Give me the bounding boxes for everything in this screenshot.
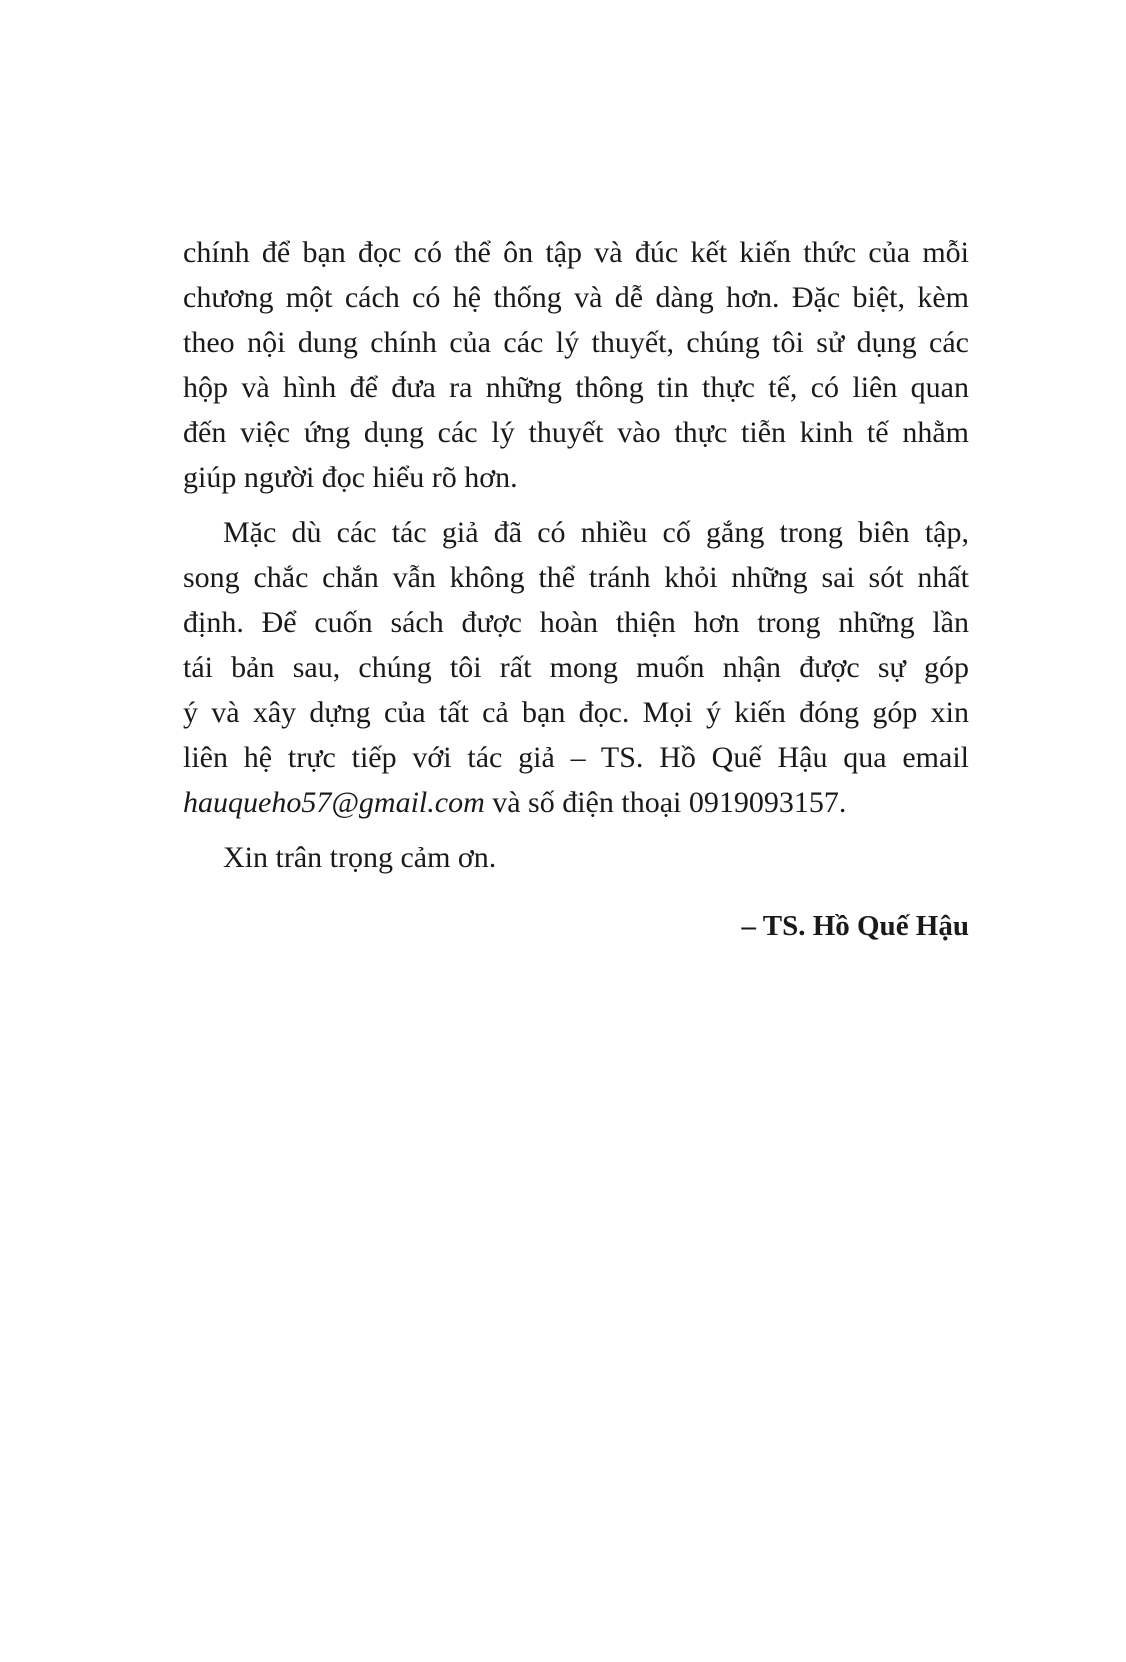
text-line: hộp và hình để đưa ra những thông tin thực tế, có liên quan bbox=[183, 371, 969, 404]
text-line: theo nội dung chính của các lý thuyết, chúng tôi sử dụng các bbox=[183, 326, 969, 359]
phone-text: và số điện thoại 0919093157. bbox=[484, 786, 847, 819]
text-line-contact bbox=[183, 780, 969, 825]
text-line: đến việc ứng dụng các lý thuyết vào thực tiễn kinh tế nhằm bbox=[183, 416, 969, 449]
text-line: liên hệ trực tiếp với tác giả – TS. Hồ Quế Hậu qua email bbox=[183, 741, 969, 774]
text-line: ý và xây dựng của tất cả bạn đọc. Mọi ý kiến đóng góp xin bbox=[183, 696, 969, 729]
text-line: Mặc dù các tác giả đã có nhiều cố gắng trong biên tập, bbox=[223, 516, 969, 549]
closing-text: Xin trân trọng cảm ơn. bbox=[223, 841, 497, 874]
text-line: chính để bạn đọc có thể ôn tập và đúc kết kiến thức của mỗi bbox=[183, 236, 969, 269]
text-line: giúp người đọc hiểu rõ hơn. bbox=[183, 461, 518, 494]
text-line: chương một cách có hệ thống và dễ dàng hơn. Đặc biệt, kèm bbox=[183, 281, 969, 314]
text-line: định. Để cuốn sách được hoàn thiện hơn trong những lần bbox=[183, 606, 969, 639]
text-line: song chắc chắn vẫn không thể tránh khỏi những sai sót nhất bbox=[183, 561, 969, 594]
document-page bbox=[183, 230, 969, 949]
paragraph-1 bbox=[183, 230, 969, 500]
text-line: tái bản sau, chúng tôi rất mong muốn nhận được sự góp bbox=[183, 651, 969, 684]
author-email-link[interactable]: hauqueho57@gmail.com bbox=[183, 786, 485, 819]
paragraph-2 bbox=[183, 510, 969, 825]
author-signature: – TS. Hồ Quế Hậu bbox=[741, 910, 969, 942]
